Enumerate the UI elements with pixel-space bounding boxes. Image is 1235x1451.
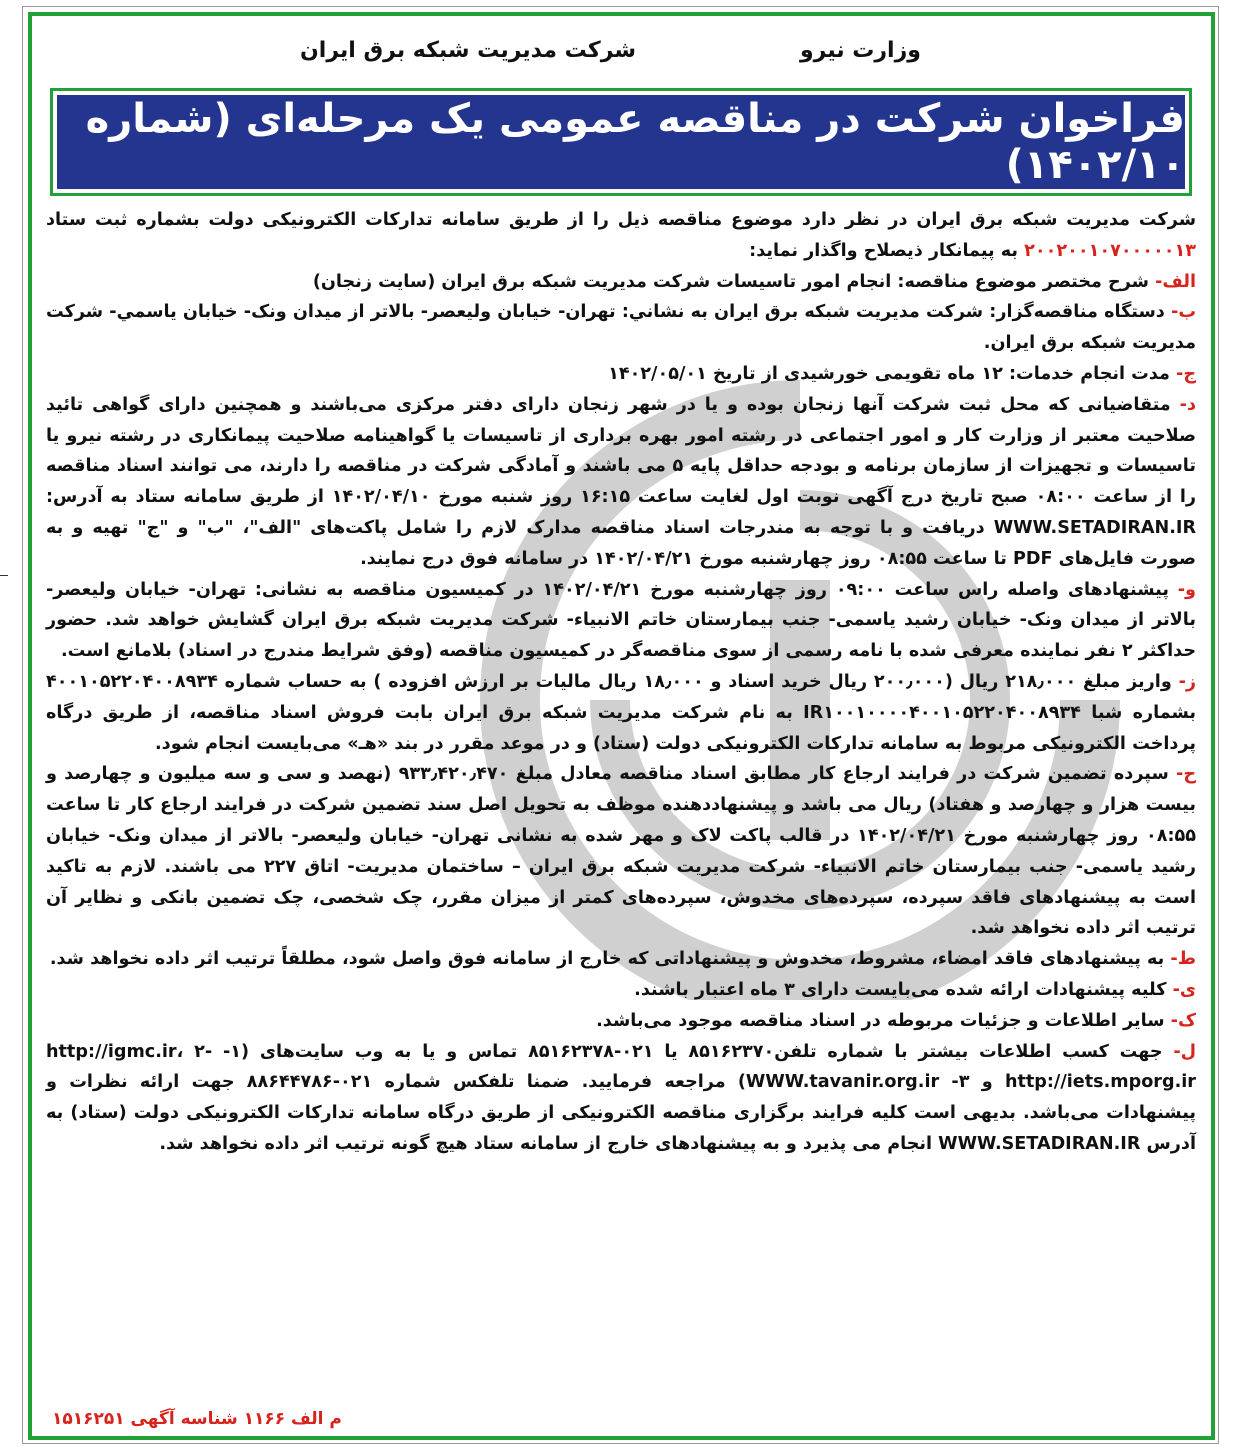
item-label: ی-	[1172, 979, 1196, 1000]
header-company: شرکت مديريت شبکه برق ايران	[300, 38, 637, 63]
item-text: مدت انجام خدمات: ۱۲ ماه تقویمی خورشیدی از تاریخ ۱۴۰۲/۰۵/۰۱	[608, 363, 1177, 384]
item-alef	[46, 267, 1196, 298]
ad-identifier: م الف ۱۱۶۶ شناسه آگهی ۱۵۱۶۲۵۱	[52, 1409, 342, 1429]
item-he	[46, 759, 1196, 944]
item-label: د-	[1179, 394, 1196, 415]
setad-number: ۲۰۰۲۰۰۱۰۷۰۰۰۰۰۱۳	[1024, 240, 1196, 261]
intro-text-b: به پیمانکار ذیصلاح واگذار نماید:	[749, 240, 1025, 261]
margin-tick	[0, 575, 8, 576]
item-text: کلیه پیشنهادات ارائه شده می‌بایست دارای ۳ ماه اعتبار باشند.	[634, 979, 1173, 1000]
item-label: ط-	[1170, 949, 1196, 970]
header-ministry: وزارت نيرو	[800, 38, 921, 63]
announcement-body	[46, 205, 1196, 1160]
item-label: الف-	[1155, 271, 1196, 292]
item-ze	[46, 667, 1196, 759]
item-ta	[46, 944, 1196, 975]
item-text: پیشنهادهای واصله راس ساعت ۰۹:۰۰ روز چهارشنبه مورخ ۱۴۰۲/۰۴/۲۱ در کمیسیون مناقصه به نشانی: تهران- خیابان ولیعصر- بالاتر از میدان ونک- خیابان رشید یاسمی- جنب بیمارستان خاتم الانبیاء- شرکت مدیریت شبکه برق ایران گشایش خواهد شد. حضور حداکثر ۲ نفر نماینده معرفی شده با نامه رسمی از سوی مناقصه‌گر در کمیسیون مناقصه (وفق شرایط مندرج در اسناد) بلامانع است.	[46, 579, 1196, 662]
item-text: سایر اطلاعات و جزئیات مربوطه در اسناد مناقصه موجود می‌باشد.	[596, 1010, 1171, 1031]
title-banner	[50, 88, 1192, 196]
intro-text-a: شرکت مدیریت شبکه برق ایران در نظر دارد موضوع مناقصه ذیل را از طریق سامانه تدارکات الکترونیکی دولت بشماره ثبت ستاد	[46, 210, 1196, 230]
item-label: ح-	[1176, 764, 1196, 785]
item-label: و-	[1177, 579, 1196, 600]
item-text: واریز مبلغ ۲۱۸٫۰۰۰ ریال (۲۰۰٫۰۰۰ ریال خرید اسناد و ۱۸٫۰۰۰ ریال مالیات بر ارزش افزوده ) به حساب شماره ۴۰۰۱۰۵۲۲۰۴۰۰۸۹۳۴ بشماره شبا IR۱۰۰۱۰۰۰۰۴۰۰۱۰۵۲۲۰۴۰۰۸۹۳۴ به نام شرکت مدیریت شبکه برق ایران بابت فروش اسناد مناقصه، از طریق درگاه پرداخت الکترونیکی مربوط به سامانه تدارکات الکترونیکی دولت (ستاد) و در موعد مقرر در بند «هـ» می‌بایست انجام شود.	[46, 671, 1196, 754]
item-ye	[46, 975, 1196, 1006]
item-jim	[46, 359, 1196, 390]
item-label: ج-	[1176, 363, 1196, 384]
item-label: ک-	[1170, 1010, 1196, 1031]
item-label: ل-	[1173, 1041, 1196, 1062]
item-lam	[46, 1037, 1196, 1160]
item-text: سپرده تضمین شرکت در فرایند ارجاع کار مطابق اسناد مناقصه معادل مبلغ ۹۳۳٫۴۲۰٫۴۷۰ (نهصد و سی و سه میلیون و چهارصد و بیست هزار و چهارصد و هفتاد) ریال می باشد و پیشنهاددهنده موظف به تحویل اصل سند تضمین شرکت در فرایند ارجاع کار تا ساعت ۰۸:۵۵ روز چهارشنبه مورخ ۱۴۰۲/۰۴/۲۱ در قالب پاکت لاک و مهر شده به نشانی تهران- خیابان ولیعصر- بالاتر از میدان ونک- خیابان رشید یاسمی- جنب بیمارستان خاتم الانبیاء- شرکت مدیریت شبکه برق ایران – ساختمان مدیریت- اتاق ۲۲۷ می باشند. لازم به تاکید است به پیشنهادهای فاقد سپرده، سپرده‌های مخدوش، سپرده‌های کمتر از میزان مقرر، چک شخصی، چک تضمین بانکی و نظایر آن ترتیب اثر داده نخواهد شد.	[46, 764, 1196, 939]
item-be	[46, 297, 1196, 359]
title-banner-inner	[57, 95, 1185, 189]
item-text: شرح مختصر موضوع مناقصه: انجام امور تاسیسات شرکت مدیریت شبکه برق ایران (سایت زنجان)	[312, 271, 1156, 292]
item-text: دستگاه مناقصه‌گزار: شرکت مدیریت شبکه برق ایران به نشاني: تهران- خیابان ولیعصر- بالاتر از میدان ونک- خیابان یاسمي- شرکت مدیریت شبکه برق ایران.	[46, 302, 1196, 354]
item-text: متقاضیانی که محل ثبت شرکت آنها زنجان بوده و یا در شهر زنجان دارای دفتر مرکزی می‌باشند و همچنین دارای گواهی تائید صلاحیت معتبر از وزارت کار و امور اجتماعی در رشته امور بهره برداری از تاسیسات یا گواهینامه صلاحیت پیمانکاری در رشته نیرو یا تاسیسات و تجهیزات از سازمان برنامه و بودجه حداقل پایه ۵ می باشند و آمادگی شرکت در مناقصه را دارند، می توانند اسناد مناقصه را از ساعت ۰۸:۰۰ صبح تاریخ درج آگهی نوبت اول لغایت ساعت ۱۶:۱۵ روز شنبه مورخ ۱۴۰۲/۰۴/۱۰ از طریق سامانه ستاد به آدرس: WWW.SETADIRAN.IR دریافت و با توجه به مندرجات اسناد مناقصه مدارک لازم را شامل پاکت‌های "الف"، "ب" و "ج" تهیه و به صورت فایل‌های PDF تا ساعت ۰۸:۵۵ روز چهارشنبه مورخ ۱۴۰۲/۰۴/۲۱ در سامانه فوق درج نمایند.	[46, 394, 1196, 569]
intro-paragraph	[46, 205, 1196, 267]
page-title: فراخوان شرکت در مناقصه عمومی یک مرحله‌ای (شماره ۱۴۰۲/۱۰)	[85, 96, 1185, 188]
item-dal	[46, 390, 1196, 575]
item-text: به پیشنهادهای فاقد امضاء، مشروط، مخدوش و پیشنهاداتی که خارج از سامانه فوق واصل شود، مطلقاً ترتیب اثر داده نخواهد شد.	[49, 949, 1171, 970]
item-label: ب-	[1171, 302, 1196, 323]
item-text: جهت کسب اطلاعات بیشتر با شماره تلفن۸۵۱۶۲۳۷۰ یا ۰۲۱-۸۵۱۶۲۳۷۸ تماس و یا به وب سایت‌های (۱- http://igmc.ir، ۲- http://iets.mporg.ir و ۳- WWW.tavanir.org.ir) مراجعه فرمایید. ضمنا تلفکس شماره ۰۲۱-۸۸۶۴۴۷۸۶ جهت ارائه نظرات و پیشنهادات می‌باشد. بدیهی است کلیه فرایند برگزاری مناقصه الکترونیکی از طریق درگاه سامانه تدارکات الکترونیکی دولت (ستاد) به آدرس WWW.SETADIRAN.IR انجام می پذیرد و به پیشنهادهای خارج از سامانه ستاد هیچ گونه ترتیب اثر داده نخواهد شد.	[46, 1041, 1196, 1154]
item-label: ز-	[1178, 671, 1197, 692]
item-kaf	[46, 1006, 1196, 1037]
item-vav	[46, 575, 1196, 667]
